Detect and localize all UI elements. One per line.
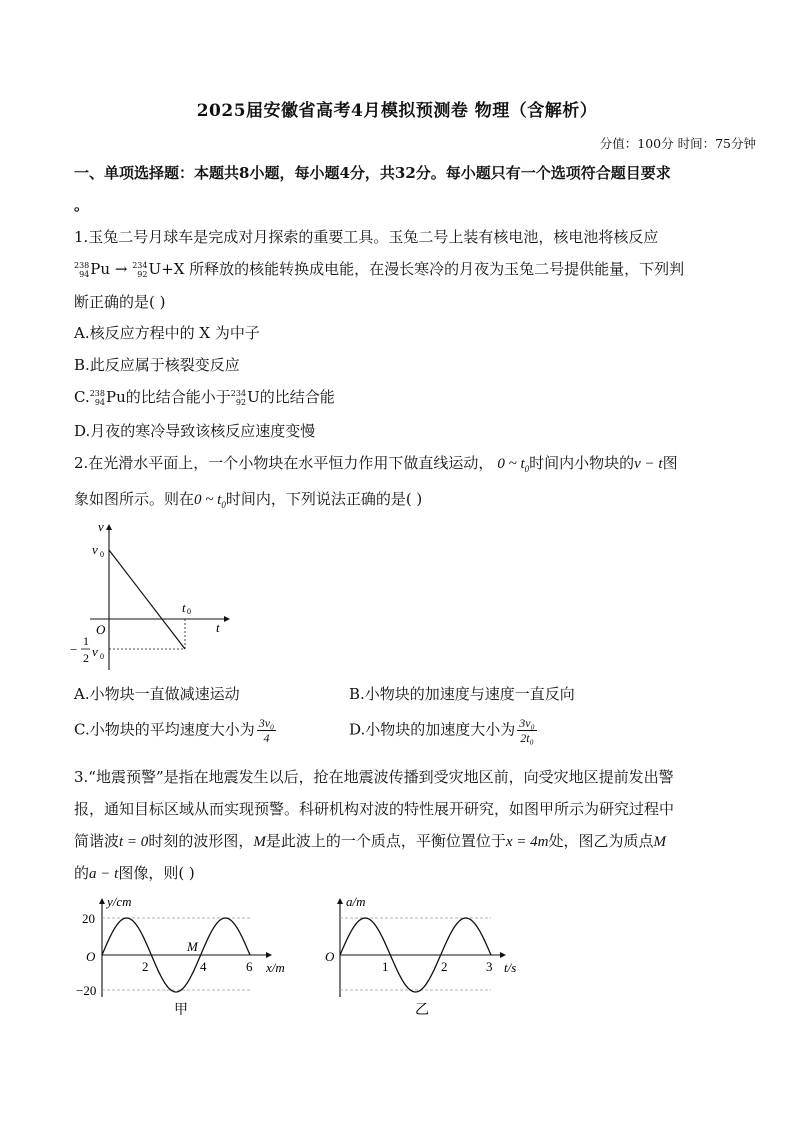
q2-t0-label: t (182, 600, 186, 615)
yi-tick-2: 2 (441, 959, 448, 974)
jia-tick-4: 4 (200, 959, 207, 974)
svg-text:2: 2 (83, 651, 89, 665)
jia-tick-6: 6 (246, 959, 253, 974)
q2-neg-half-sign: − (70, 642, 78, 657)
jia-x-label: x/m (266, 960, 285, 975)
yi-caption: 乙 (415, 1003, 429, 1018)
section-heading: 一、单项选择题：本题共8小题，每小题4分，共32分。每小题只有一个选项符合题目要求 (74, 164, 671, 182)
svg-text:0: 0 (100, 550, 104, 559)
jia-y-label: y/cm (107, 894, 132, 909)
q2-v-axis-arrow (106, 524, 112, 530)
q1-pu-nuclide: 238 94 Pu (74, 260, 111, 279)
jia-ymax: 20 (82, 911, 95, 926)
yi-x-label: t/s (504, 960, 517, 975)
jia-origin: O (86, 949, 96, 964)
svg-text:1: 1 (83, 634, 89, 648)
q3-stem-line4: 的a − t图像，则( ) (74, 864, 195, 882)
q2-stem-line2: 象如图所示。则在0 ~ $t_0$时间内，下列说法正确的是( ) (74, 490, 423, 510)
yi-tick-3: 3 (486, 959, 493, 974)
q1-u-nuclide: 234 92 U (132, 260, 162, 279)
q2-option-b: B.小物块的加速度与速度一直反向 (349, 685, 575, 703)
q1-option-d: D.月夜的寒冷导致该核反应速度变慢 (74, 422, 316, 440)
jia-tick-2: 2 (142, 959, 149, 974)
q2-option-a: A.小物块一直做减速运动 (74, 685, 240, 703)
q3-fig-jia (74, 892, 294, 1022)
exam-meta: 分值：100分 时间：75分钟 (599, 136, 756, 151)
q1-stem-line1: 1.玉兔二号月球车是完成对月探索的重要工具。玉兔二号上装有核电池，核电池将核反应 (74, 228, 659, 246)
q2-v0-label: v (92, 542, 98, 557)
q2-stem-line1: 2.在光滑水平面上，一个小物块在水平恒力作用下做直线运动， 0 ~ $t_0$时间内小物块的v − t图 (74, 454, 678, 474)
q1-option-c: C. 238 94 Pu的比结合能小于 234 92 U的比结合能 (74, 388, 335, 407)
page-title: 2025届安徽省高考4月模拟预测卷 物理（含解析） (196, 101, 598, 121)
q2-v-line (109, 550, 185, 649)
q2-vt-graph (66, 516, 236, 676)
q3-stem-line3: 简谐波t = 0时刻的波形图，M是此波上的一个质点，平衡位置位于x = 4m处，图乙为质点M (74, 832, 666, 850)
q1-stem-line2-tail: +X 所释放的核能转换成电能，在漫长寒冷的月夜为玉兔二号提供能量，下列判 (161, 260, 685, 278)
jia-caption: 甲 (174, 1003, 188, 1018)
q3-fig-yi (322, 892, 542, 1022)
q2-neg-v0-label: v (92, 644, 98, 659)
q1-stem-line2 (74, 258, 684, 279)
svg-text:0: 0 (100, 652, 104, 661)
section-heading-tail: 。 (74, 196, 90, 214)
yi-origin: O (325, 949, 335, 964)
svg-text:0: 0 (187, 607, 191, 616)
q1-option-a: A.核反应方程中的 X 为中子 (74, 324, 260, 342)
q2-v-axis-label: v (98, 519, 104, 534)
q3-stem-line2: 报，通知目标区域从而实现预警。科研机构对波的特性展开研究，如图甲所示为研究过程中 (74, 800, 675, 818)
jia-point-m: M (187, 939, 198, 954)
q2-t-axis-label: t (216, 620, 220, 635)
q1-arrow: → (114, 260, 128, 278)
q3-stem-line1: 3.“地震预警”是指在地震发生以后，抢在地震波传播到受灾地区前，向受灾地区提前发出警 (74, 768, 674, 786)
yi-y-label: a/m (346, 894, 366, 909)
q2-option-c: C.小物块的平均速度大小为 $\frac{\text{3v₀}}{4}$ (74, 716, 275, 745)
q2-t-axis-arrow (224, 616, 230, 622)
jia-ymin: −20 (76, 983, 97, 998)
q1-stem-line3: 断正确的是( ) (74, 293, 166, 311)
q2-origin-label: O (96, 622, 106, 637)
yi-tick-1: 1 (382, 959, 389, 974)
q2-option-d: D.小物块的加速度大小为 $\frac{\text{3v₀}}{\text{2t₀}}$ (349, 716, 535, 745)
q1-option-b: B.此反应属于核裂变反应 (74, 356, 240, 374)
